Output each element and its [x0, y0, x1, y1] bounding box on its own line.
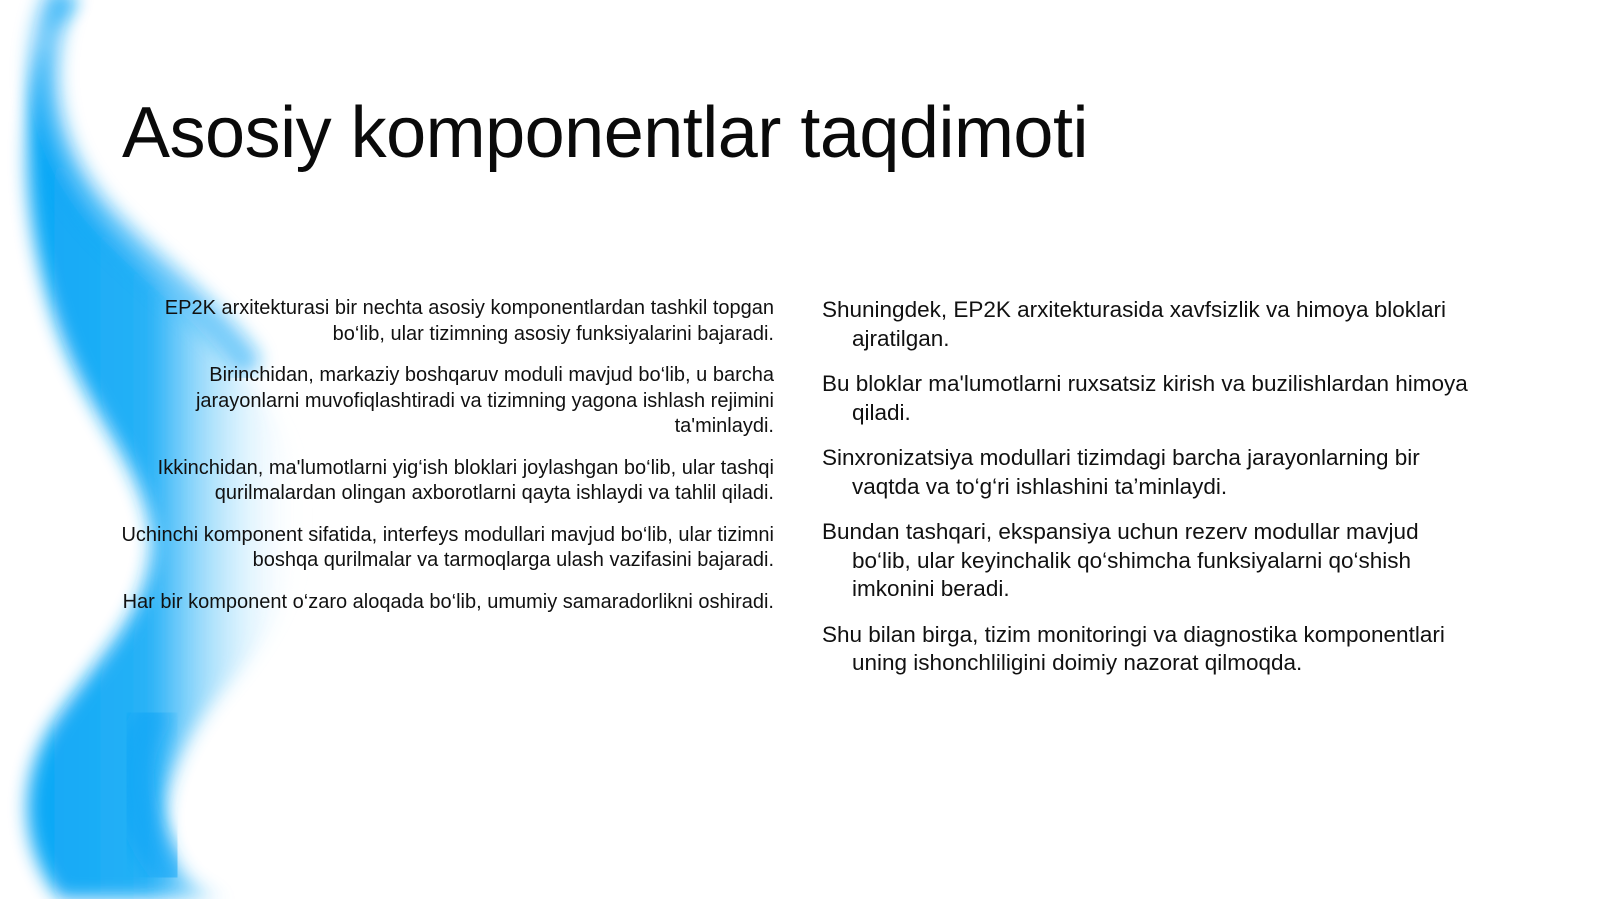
right-paragraph: Bu bloklar ma'lumotlarni ruxsatsiz kirish va buzilishlardan himoya qiladi.: [822, 371, 1468, 425]
left-paragraph: EP2K arxitekturasi bir nechta asosiy komponentlardan tashkil topgan bo‘lib, ular tizimning asosiy funksiyalarini bajaradi.: [164, 297, 774, 345]
left-paragraph: Har bir komponent o‘zaro aloqada bo‘lib, umumiy samaradorlikni oshiradi.: [122, 590, 774, 613]
right-text-column: [822, 296, 1482, 695]
left-paragraph: Ikkinchidan, ma'lumotlarni yig‘ish bloklari joylashgan bo‘lib, ular tashqi qurilmalardan olingan axborotlarni qayta ishlaydi va tahlil qiladi.: [157, 456, 774, 504]
slide-title: Asosiy komponentlar taqdimoti: [122, 93, 1088, 173]
right-paragraph: Sinxronizatsiya modullari tizimdagi barcha jarayonlarning bir vaqtda va to‘g‘ri ishlashini ta’minlaydi.: [822, 445, 1420, 499]
right-paragraph: Shuningdek, EP2K arxitekturasida xavfsizlik va himoya bloklari ajratilgan.: [822, 297, 1447, 351]
right-paragraph: Shu bilan birga, tizim monitoringi va diagnostika komponentlari uning ishonchliligini doimiy nazorat qilmoqda.: [822, 621, 1445, 675]
left-text-column: [118, 296, 774, 631]
left-paragraph: Uchinchi komponent sifatida, interfeys modullari mavjud bo‘lib, ular tizimni boshqa qurilmalar va tarmoqlarga ulash vazifasini bajaradi.: [121, 523, 774, 571]
left-paragraph: Birinchidan, markaziy boshqaruv moduli mavjud bo‘lib, u barcha jarayonlarni muvofiqlashtiradi va tizimning yagona ishlash rejimini ta'minlaydi.: [195, 364, 774, 437]
right-paragraph: Bundan tashqari, ekspansiya uchun rezerv modullar mavjud bo‘lib, ular keyinchalik qo‘shimcha funksiyalarni qo‘shish imkonini beradi.: [822, 519, 1419, 601]
